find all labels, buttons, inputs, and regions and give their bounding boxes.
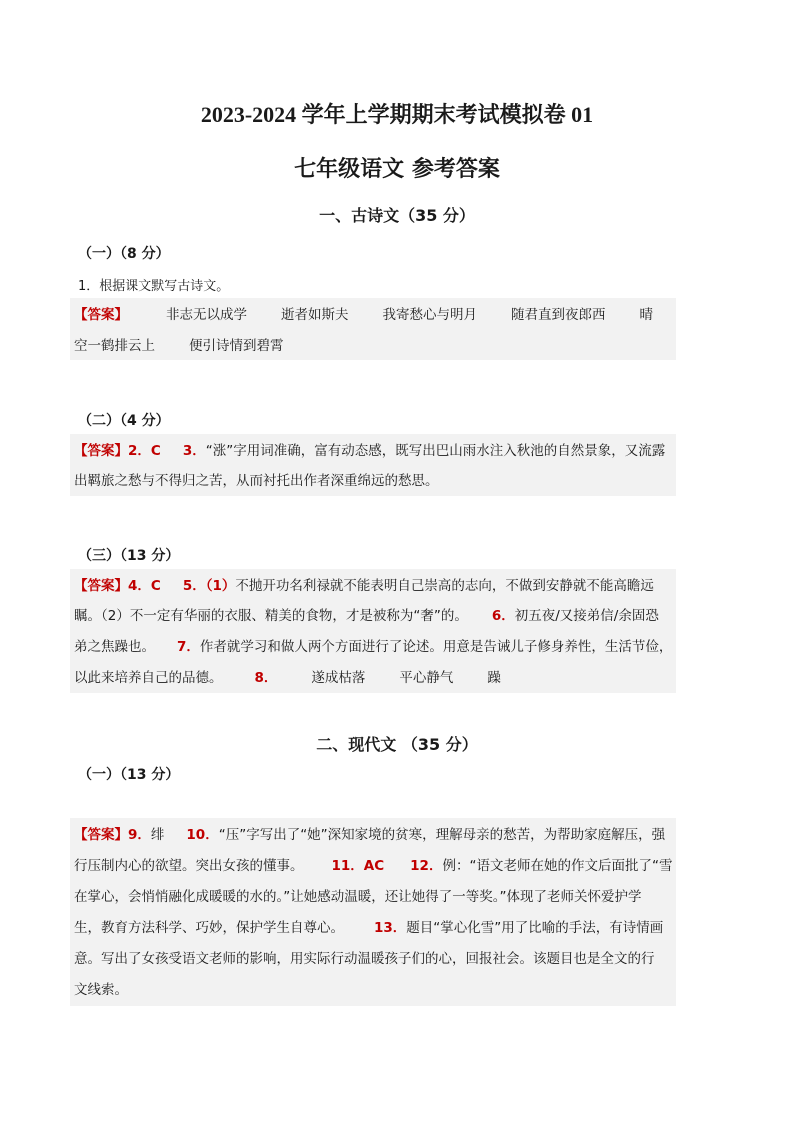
page-subtitle: 七年级语文 参考答案 bbox=[294, 157, 500, 182]
answer-line bbox=[74, 471, 676, 491]
answer-text: 文线索。 bbox=[74, 982, 128, 998]
part-heading-2-1: （一）（13 分） bbox=[78, 767, 180, 783]
answer-line bbox=[74, 918, 676, 938]
answer-text: “涨”字用词准确，富有动态感，既写出巴山雨水注入秋池的自然景象，又流露 bbox=[205, 443, 666, 459]
part-heading-1-1: （一）（8 分） bbox=[78, 246, 170, 262]
answer-line bbox=[74, 441, 676, 461]
answer-line bbox=[74, 336, 676, 356]
answer-line bbox=[74, 576, 676, 596]
question-number: 13． bbox=[374, 920, 407, 936]
answer-text: 初五夜/又接弟信/余固恐 bbox=[514, 608, 659, 624]
answer-text: 以此来培养自己的品德。 bbox=[74, 670, 223, 686]
question-number: 8． bbox=[254, 670, 278, 686]
answer-item: 晴 bbox=[639, 307, 653, 323]
answer-tag: 【答案】 bbox=[74, 443, 128, 459]
answer-tag: 【答案】 bbox=[74, 578, 128, 594]
answer-box-3 bbox=[70, 569, 676, 693]
answer-text: 在掌心，会悄悄融化成暖暖的水的。”让她感动温暖，还让她得了一等奖。”体现了老师关怀爱护学 bbox=[74, 889, 642, 905]
answer-box-4 bbox=[70, 818, 676, 1006]
answer-text: 意。写出了女孩受语文老师的影响，用实际行动温暖孩子们的心，回报社会。该题目也是全文的行 bbox=[74, 951, 655, 967]
answer-item: 非志无以成学 bbox=[166, 307, 247, 323]
answer-item: 便引诗情到碧霄 bbox=[189, 338, 284, 354]
answer-item: 空一鹤排云上 bbox=[74, 338, 155, 354]
question-number: 7． bbox=[177, 639, 200, 655]
answer-text: 弟之焦躁也。 bbox=[74, 639, 155, 655]
question-number: 6． bbox=[491, 608, 515, 624]
answer-line bbox=[74, 606, 676, 626]
question-number: 12． bbox=[410, 858, 443, 874]
answer-line bbox=[74, 887, 676, 907]
question-number: 9． bbox=[128, 827, 151, 843]
section-heading-modern: 二、现代文 （35 分） bbox=[316, 735, 478, 754]
answer-text: 瞩。（2）不一定有华丽的衣服、精美的食物，才是被称为“奢”的。 bbox=[74, 608, 468, 624]
answer-text: 绯 bbox=[150, 827, 165, 843]
answer-item: 平心静气 bbox=[399, 670, 454, 686]
question-number: 5．（1） bbox=[182, 578, 236, 594]
page-title: 2023-2024 学年上学期期末考试模拟卷 01 bbox=[200, 102, 594, 127]
answer-box-1 bbox=[70, 298, 676, 360]
question-number: 4．C bbox=[128, 578, 161, 594]
answer-text: 作者就学习和做人两个方面进行了论述。用意是告诫儿子修身养性，生活节俭， bbox=[199, 639, 673, 655]
answer-text: 生，教育方法科学、巧妙，保护学生自尊心。 bbox=[74, 920, 344, 936]
answer-item: 随君直到夜郎西 bbox=[511, 307, 606, 323]
answer-text: 例：“语文老师在她的作文后面批了“雪 bbox=[442, 858, 673, 874]
answer-line bbox=[74, 668, 676, 688]
answer-item: 遂成枯落 bbox=[311, 670, 366, 686]
question-number: 10． bbox=[186, 827, 219, 843]
question-number: 11．AC bbox=[331, 858, 385, 874]
answer-text: 出羁旅之愁与不得归之苦，从而衬托出作者深重绵远的愁思。 bbox=[74, 473, 439, 489]
answer-line bbox=[74, 637, 676, 657]
part-heading-1-3: （三）（13 分） bbox=[78, 548, 180, 564]
answer-text: 行压制内心的欲望。突出女孩的懂事。 bbox=[74, 858, 304, 874]
answer-line bbox=[74, 856, 676, 876]
part-heading-1-2: （二）（4 分） bbox=[78, 413, 170, 429]
question-number: 2．C bbox=[128, 443, 161, 459]
answer-item: 躁 bbox=[487, 670, 501, 686]
answer-box-2 bbox=[70, 434, 676, 496]
answer-line bbox=[74, 949, 676, 969]
answer-tag: 【答案】 bbox=[74, 827, 128, 843]
question-1-prompt: 1．根据课文默写古诗文。 bbox=[78, 279, 230, 294]
answer-line bbox=[74, 980, 676, 1000]
answer-line bbox=[74, 825, 676, 845]
answer-item: 我寄愁心与明月 bbox=[382, 307, 477, 323]
answer-text: “压”字写出了“她”深知家境的贫寒，理解母亲的愁苦，为帮助家庭解压，强 bbox=[218, 827, 666, 843]
answer-item: 逝者如斯夫 bbox=[281, 307, 349, 323]
section-heading-classical: 一、古诗文（35 分） bbox=[319, 206, 475, 225]
answer-tag: 【答案】 bbox=[74, 307, 128, 323]
answer-text: 题目“掌心化雪”用了比喻的手法，有诗情画 bbox=[406, 920, 664, 936]
answer-line bbox=[74, 305, 676, 325]
answer-text: 不抛开功名利禄就不能表明自己崇高的志向，不做到安静就不能高瞻远 bbox=[235, 578, 654, 594]
question-number: 3． bbox=[182, 443, 206, 459]
